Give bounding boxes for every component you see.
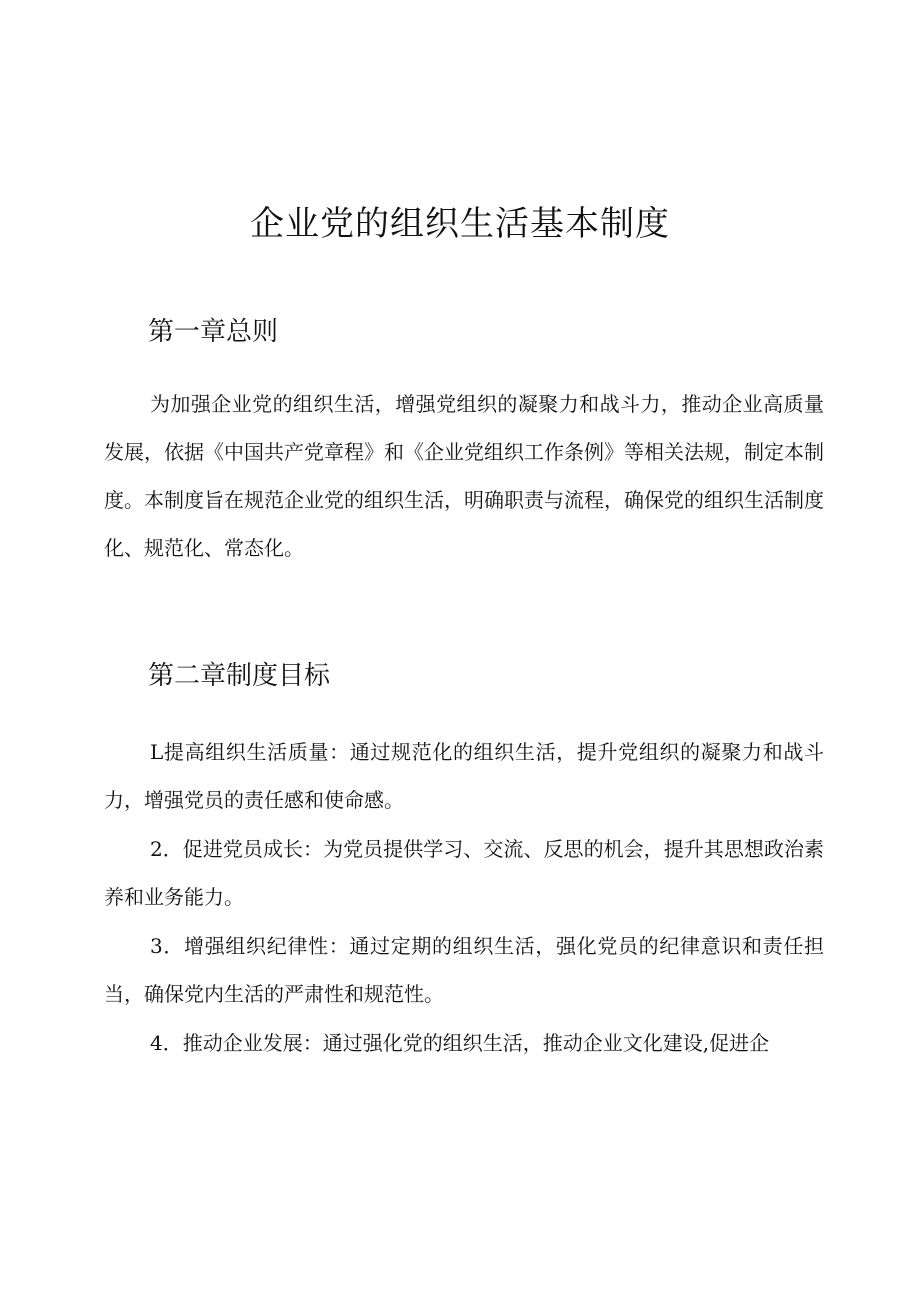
objective-item-1: L提高组织生活质量：通过规范化的组织生活，提升党组织的凝聚力和战斗力，增强党员的责任感和使命感。 bbox=[104, 740, 824, 812]
chapter-heading-objectives: 第二章制度目标 bbox=[148, 660, 331, 691]
paragraph-general-provisions: 为加强企业党的组织生活，增强党组织的凝聚力和战斗力，推动企业高质量发展，依据《中国共产党章程》和《企业党组织工作条例》等相关法规，制定本制度。本制度旨在规范企业党的组织生活，明确职责与流程，确保党的组织生活制度化、规范化、常态化。 bbox=[104, 392, 824, 560]
chapter-heading-general-provisions: 第一章总则 bbox=[148, 316, 279, 347]
document-title: 企业党的组织生活基本制度 bbox=[250, 203, 670, 244]
objective-item-3: 3．增强组织纪律性：通过定期的组织生活，强化党员的纪律意识和责任担当，确保党内生活的严肃性和规范性。 bbox=[104, 934, 824, 1006]
objective-item-4: 4．推动企业发展：通过强化党的组织生活，推动企业文化建设,促进企 bbox=[150, 1031, 770, 1055]
objective-item-2: 2．促进党员成长：为党员提供学习、交流、反思的机会，提升其思想政治素养和业务能力。 bbox=[104, 837, 824, 909]
